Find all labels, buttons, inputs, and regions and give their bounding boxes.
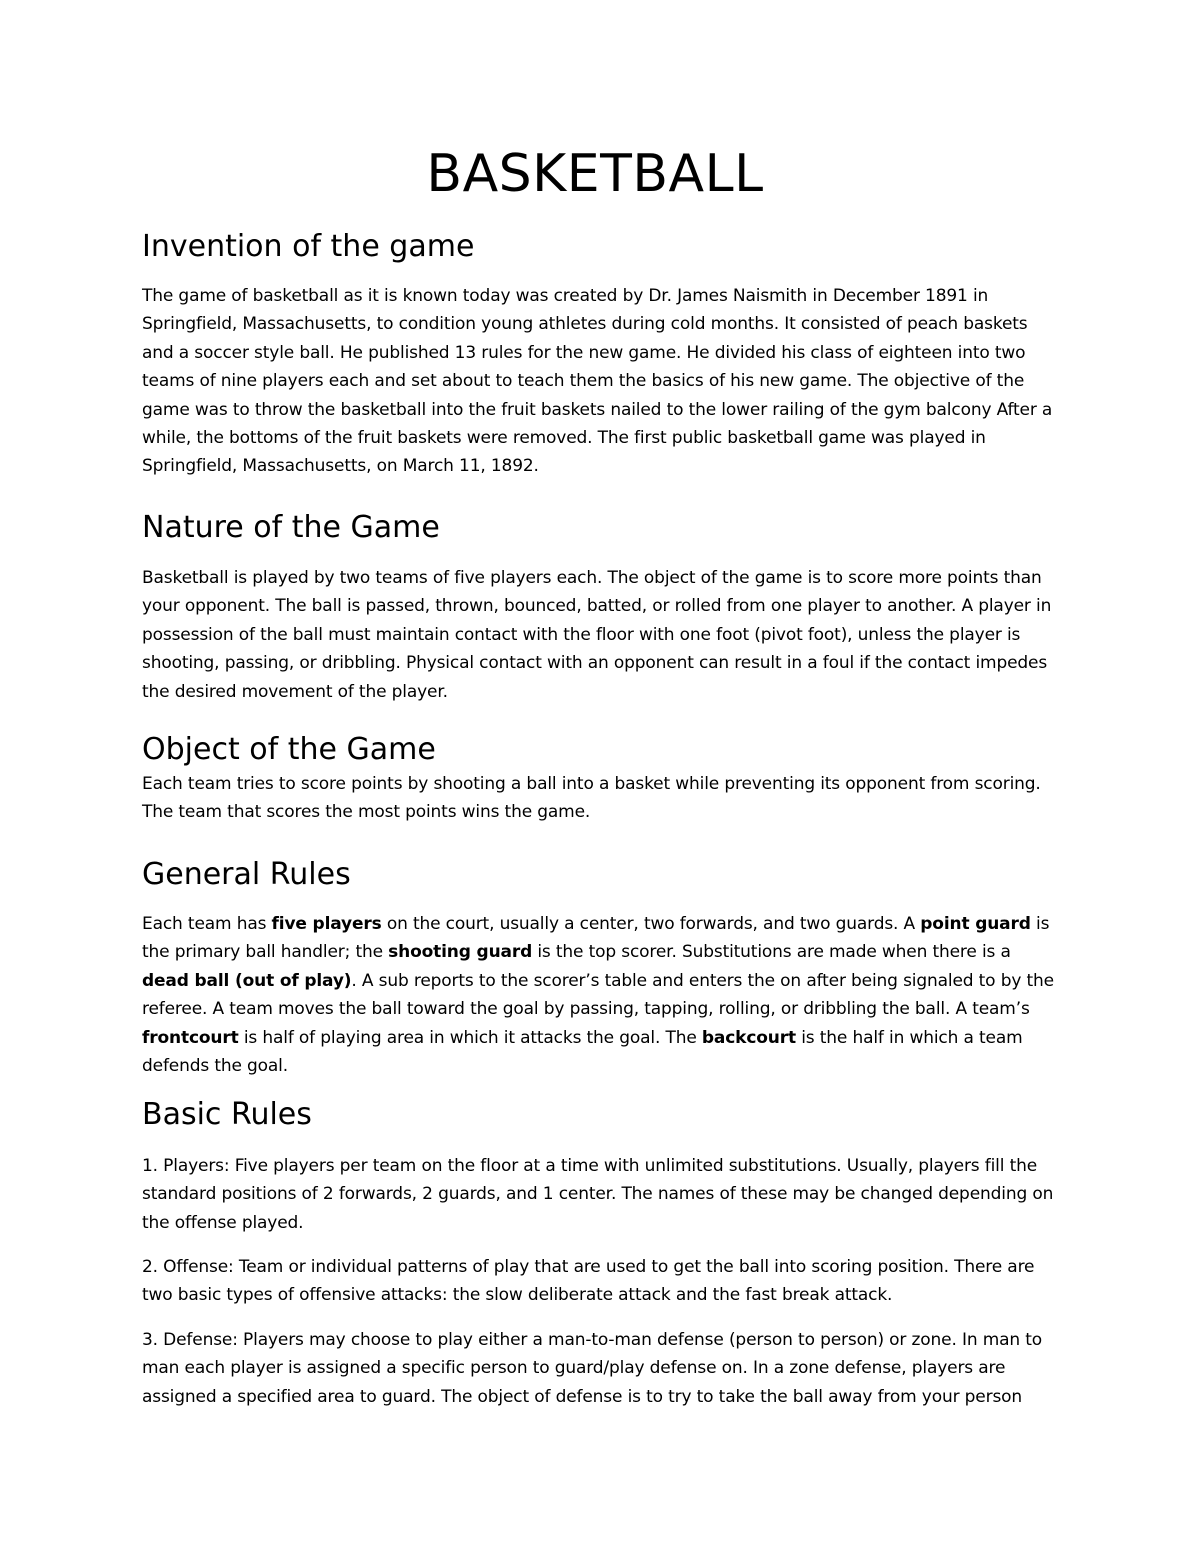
- section-heading-nature: Nature of the Game: [142, 510, 440, 545]
- text-run: on the court, usually a center, two forwards, and two guards. A: [381, 914, 921, 934]
- nature-paragraph: Basketball is played by two teams of five players each. The object of the game is to score more points than your opponent. The ball is passed, thrown, bounced, batted, or rolled from one player to another. A player in possession of the ball must maintain contact with the floor with one foot (pivot foot), unless the player is shooting, passing, or dribbling. Physical contact with an opponent can result in a foul if the contact impedes the desired movement of the player.: [142, 568, 1052, 702]
- text-run: . A sub reports to the scorer’s table and enters the on after being signaled to by the referee. A team moves the ball toward the goal by passing, tapping, rolling, or dribbling the ball. A team’s: [142, 970, 1054, 1020]
- text-run: Each team has: [142, 914, 272, 934]
- bold-term: dead ball (out of play): [142, 970, 352, 991]
- basic-rule-defense: 3. Defense: Players may choose to play either a man-to-man defense (person to person) or zone. In man to man each player is assigned a specific person to guard/play defense on. In a zone defense, players are assigned a specified area to guard. The object of defense is to try to take the ball away from your person: [142, 1330, 1043, 1407]
- text-run: is the top scorer. Substitutions are made when there is a: [532, 942, 1011, 963]
- general-rules-paragraph: [142, 910, 1062, 1080]
- document-title: BASKETBALL: [426, 144, 764, 204]
- bold-term: frontcourt: [142, 1027, 239, 1048]
- text-run: is the half in which a team defends the goal.: [142, 1027, 1023, 1077]
- bold-term: point guard: [920, 914, 1031, 934]
- section-heading-basic-rules: Basic Rules: [142, 1097, 312, 1132]
- bold-term: five players: [271, 914, 382, 934]
- bold-term: backcourt: [701, 1027, 796, 1048]
- object-paragraph: Each team tries to score points by shooting a ball into a basket while preventing its opponent from scoring. The team that scores the most points wins the game.: [142, 774, 1041, 823]
- section-heading-general-rules: General Rules: [142, 857, 351, 892]
- invention-paragraph: The game of basketball as it is known today was created by Dr. James Naismith in December 1891 in Springfield, Massachusetts, to condition young athletes during cold months. It consisted of peach baskets and a soccer style ball. He published 13 rules for the new game. He divided his class of eighteen into two teams of nine players each and set about to teach them the basics of his new game. The objective of the game was to throw the basketball into the fruit baskets nailed to the lower railing of the gym balcony After a while, the bottoms of the fruit baskets were removed. The first public basketball game was played in Springfield, Massachusetts, on March 11, 1892.: [142, 286, 1053, 477]
- text-run: is the primary ball handler; the: [142, 914, 1050, 963]
- basic-rule-players: 1. Players: Five players per team on the floor at a time with unlimited substitutions. Usually, players fill the standard positions of 2 forwards, 2 guards, and 1 center. The names of these may be changed depending on the offense played.: [142, 1156, 1054, 1233]
- section-heading-object: Object of the Game: [142, 732, 436, 767]
- bold-term: shooting guard: [388, 942, 533, 963]
- text-run: is half of playing area in which it attacks the goal. The: [238, 1027, 702, 1048]
- basic-rule-offense: 2. Offense: Team or individual patterns of play that are used to get the ball into scoring position. There are two basic types of offensive attacks: the slow deliberate attack and the fast break attack.: [142, 1257, 1035, 1306]
- section-heading-invention: Invention of the game: [142, 229, 475, 264]
